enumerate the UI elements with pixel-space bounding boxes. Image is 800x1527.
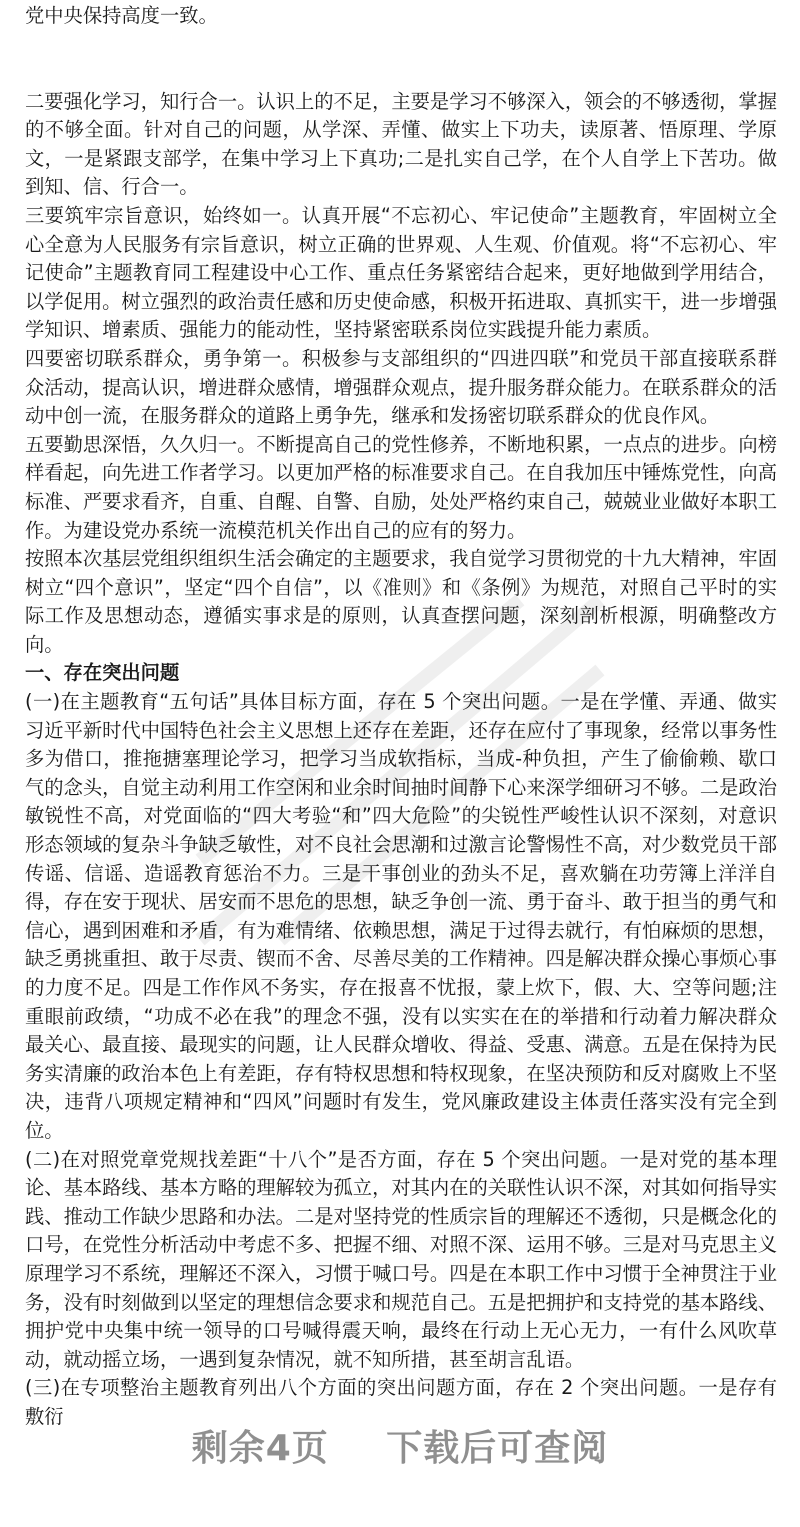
paragraph: 三要筑牢宗旨意识，始终如一。认真开展“不忘初心、牢记使命”主题教育，牢固树立全心全意为人民服务有宗旨意识，树立正确的世界观、人生观、价值观。将“不忘初心、牢记使命”主题教育同工程建设中心工作、重点任务紧密结合起来，更好地做到学用结合，以学促用。树立强烈的政治责任感和历史使命感，积极开拓进取、真抓实干，进一步增强学知识、增素质、强能力的能动性，坚持紧密联系岗位实践提升能力素质。 [25,203,777,342]
remaining-pages-label: 剩余4页 [191,1428,329,1469]
spacer [25,31,777,88]
intro-tail: 党中央保持高度一致。 [25,4,218,27]
download-prompt[interactable] [0,1420,800,1471]
section-heading: 一、存在突出问题 [25,661,180,685]
paragraph: 四要密切联系群众，勇争第一。积极参与支部组织的“四进四联”和党员干部直接联系群众活动，提高认识，增进群众感情，增强群众观点，提升服务群众能力。在联系群众的活动中创一流，在服务群众的道路上勇争先，继承和发扬密切联系群众的优良作风。 [25,346,777,428]
download-hint-label[interactable]: 下载后可查阅 [386,1428,609,1469]
paragraph: 五要勤思深悟，久久归一。不断提高自己的党性修养，不断地积累，一点点的进步。向榜样看起，向先进工作者学习。以更加严格的标准要求自己。在自我加压中锤炼党性，向高标准、严要求看齐，自重、自醒、自警、自励，处处严格约束自己，兢兢业业做好本职工作。为建设党办系统一流模范机关作出自己的应有的努力。 [25,432,777,542]
paragraph: 二要强化学习，知行合一。认识上的不足，主要是学习不够深入，领会的不够透彻，掌握的不够全面。针对自己的问题，从学深、弄懂、做实上下功夫，读原著、悟原理、学原文，一是紧跟支部学，在集中学习上下真功;二是扎实自己学，在个人自学上下苦功。做到知、信、行合一。 [25,89,777,199]
document-body [25,2,777,1432]
paragraph: 按照本次基层党组织组织生活会确定的主题要求，我自觉学习贯彻党的十九大精神，牢固树立“四个意识”，坚定“四个自信”，以《准则》和《条例》为规范，对照自己平时的实际工作及思想动态，遵循实事求是的原则，认真查摆问题，深刻剖析根源，明确整改方向。 [25,547,777,656]
section-paragraph: (一)在主题教育“五句话”具体目标方面，存在 5 个突出问题。一是在学懂、弄通、做实习近平新时代中国特色社会主义思想上还存在差距，还存在应付了事现象，经常以事务性多为借口，推拖搪塞理论学习，把学习当成软指标，当成-种负担，产生了偷偷赖、歇口气的念头，自觉主动利用工作空闲和业余时间抽时间静下心来深学细研习不够。二是政治敏锐性不高，对党面临的“四大考验“和”四大危险”的尖锐性严峻性认识不深刻，对意识形态领域的复杂斗争缺乏敏性，对不良社会思潮和过激言论警惕性不高，对少数党员干部传谣、信谣、造谣教育惩治不力。三是干事创业的劲头不足，喜欢躺在功劳簿上洋洋自得，存在安于现状、居安而不思危的思想，缺乏争创一流、勇于奋斗、敢于担当的勇气和信心，遇到困难和矛盾，有为难情绪、依赖思想，满足于过得去就行，有怕麻烦的思想，缺乏勇挑重担、敢于尽责、锲而不舍、尽善尽美的工作精神。四是解决群众操心事烦心事的力度不足。四是工作作风不务实，存在报喜不忧报，蒙上炊下，假、大、空等问题;注重眼前政绩，“功成不必在我”的理念不强，没有以实实在在的举措和行动着力解决群众最关心、最直接、最现实的问题，让人民群众增收、得益、受惠、满意。五是在保持为民务实清廉的政治本色上有差距，存有特权思想和特权现象，在坚决预防和反对腐败上不坚决，违背八项规定精神和“四风”问题时有发生，党风廉政建设主体责任落实没有完全到位。 [25,690,777,1142]
section-paragraph: (三)在专项整治主题教育列出八个方面的突出问题方面，存在 2 个突出问题。一是存有敷衍 [25,1376,777,1428]
section-paragraph: (二)在对照党章党规找差距“十八个”是否方面，存在 5 个突出问题。一是对党的基本理论、基本路线、基本方略的理解较为孤立，对其内在的关联性认识不深，对其如何指导实践、推动工作缺少思路和办法。二是对坚持党的性质宗旨的理解还不透彻，只是概念化的口号，在党性分析活动中考虑不多、把握不细、对照不深、运用不够。三是对马克思主义原理学习不系统，理解还不深入，习惯于喊口号。四是在本职工作中习惯于全神贯注于业务，没有时刻做到以坚定的理想信念要求和规范自己。五是把拥护和支持党的基本路线、拥护党中央集中统一领导的口号喊得震天响，最终在行动上无心无力，一有什么风吹草动，就动摇立场，一遇到复杂情况，就不知所措，甚至胡言乱语。 [25,1147,777,1371]
